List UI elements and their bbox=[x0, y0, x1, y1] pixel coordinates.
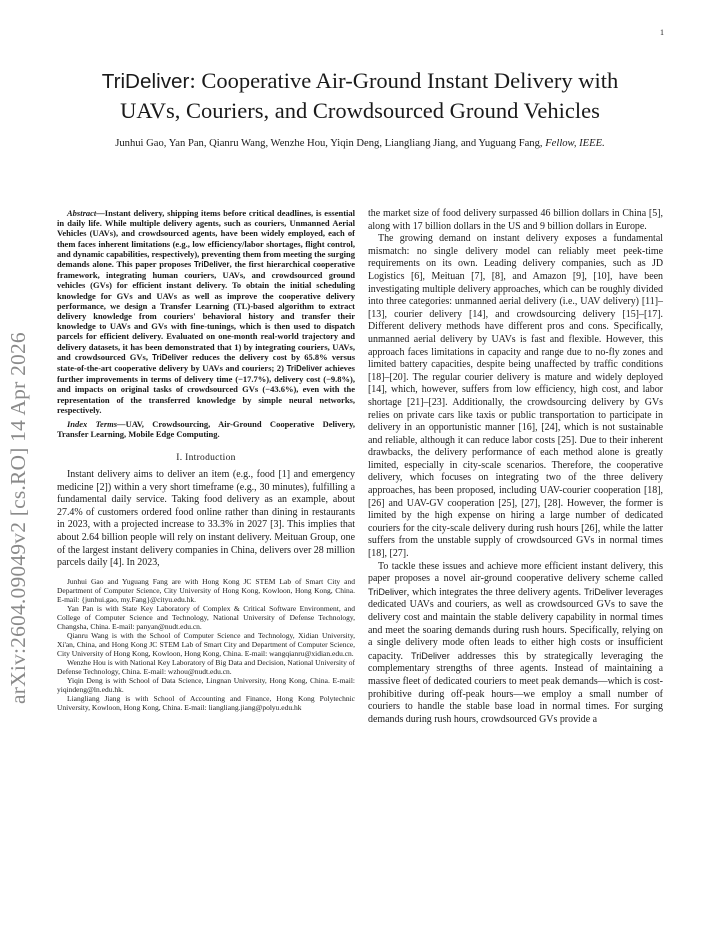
body-paragraph: The growing demand on instant delivery exposes a fundamental mismatch: no single delivery model can reliably meet peek-time requirements on its own. Leading delivery companies, such as JD Logistics [6], Meituan [7], [8], and Amazon [9], [10], have been investigating multiple delivery approaches, which can be roughly divided into three categories: unmanned aerial delivery (i.e., UAV delivery) [11]–[13], courier delivery [14], and crowdsourcing delivery [15]–[17]. Different delivery methods have different pros and cons. Specifically, unmanned aerial delivery by UAVs is fast and flexible. However, this approach faces limitations in capacity and range due to no-fly zones and limited battery capacities, despite being unaffected by traffic conditions [18]–[20]. The regular courier delivery is mature and widely deployed [14], which, however, suffers from low efficiency, high cost, and labor shortage [21]–[23]. Additionally, the crowdsourcing delivery by GVs relies on private cars like taxis or public transportation to participate in delivery in an opportunistic manner [16], [24], which is not sustainable and reliable, although it can reduce labor costs [25]. Due to their inherent drawbacks, the delivery performance of each method alone is greatly limited, especially in city-scale scenarios. Therefore, the cooperative delivery, which focuses on integrating two of the three delivery approaches, has been proposed, including UAV-courier cooperation [18], [26] and UAV-GV cooperation [25], [27], [28]. However, the former is limited by the high expense on hiring a large number of dedicated couriers for the city-scale delivery during rush hours [26], while the latter suffers from the unstable supply of crowdsourced GVs in normal times [18], [27]. bbox=[368, 233, 663, 560]
footnote-affiliation: Yan Pan is with State Key Laboratory of Complex & Critical Software Environment, and College of Computer Science and Technology, National University of Defense Technology, Changsha, China. E-mail: panyan@nudt.edu.cn. bbox=[57, 603, 355, 631]
author-affiliation-footnotes bbox=[57, 577, 355, 712]
section-heading-introduction: I. Introduction bbox=[176, 453, 236, 464]
paper-title bbox=[70, 66, 650, 125]
footnote-affiliation: Yiqin Deng is with School of Data Science, Lingnan University, Hong Kong, China. E-mail: yiqindeng@ln.edu.hk. bbox=[57, 675, 355, 694]
body-text: , which integrates the three delivery agents. bbox=[406, 586, 584, 598]
page-number: 1 bbox=[660, 28, 664, 37]
system-name: TriDeliver bbox=[583, 586, 623, 597]
footnote-affiliation: Wenzhe Hou is with National Key Laboratory of Big Data and Decision, National University of Defense Technology, China. E-mail: wzhou@nudt.edu.cn. bbox=[57, 657, 355, 676]
abstract-text-2: , the first hierarchical cooperative framework, integrating human couriers, UAVs, and crowdsourced ground vehicles (GVs) for efficient instant delivery. To obtain the initial scheduling knowledge for GVs and UAVs as well as improve the cooperative delivery performance, we design a Transfer Learning (TL)-based algorithm to extract delivery knowledge from couriers' behavioral history and transfer their knowledge to UAVs and GVs with fine-tunings, which is then used to dispatch parcels for efficient delivery. Evaluated on one-month real-world trajectory and delivery datasets, it has been demonstrated that 1) by integrating couriers, UAVs, and crowdsourced GVs, bbox=[57, 259, 355, 362]
abstract-text-4: achieves further improvements in terms of delivery time (−17.7%), delivery cost (−9.8%), and impacts on original tasks of crowdsourced GVs (−43.6%), even with the representation of the transferred knowledge by simple neural networks, respectively. bbox=[57, 363, 355, 415]
abstract-system-name-1: TriDeliver bbox=[193, 260, 230, 270]
author-names: Junhui Gao, Yan Pan, Qianru Wang, Wenzhe Hou, Yiqin Deng, Liangliang Jiang, and Yuguang Fang, bbox=[115, 138, 543, 149]
abstract-system-name-2: TriDeliver bbox=[152, 352, 188, 362]
body-paragraph bbox=[368, 561, 663, 727]
abstract bbox=[57, 208, 355, 415]
intro-paragraph-1: Instant delivery aims to deliver an item (e.g., food [1] and emergency medicine [2]) within a very short timeframe (e.g., 30 minutes), fulfilling a fundamental daily service. Taking food delivery as an example, about 27.4% of customers ordered food online rather than dining in restaurants in 2023, with a projected increase to 33.3% in 2027 [3]. This implies that about 2.64 billion people will rely on instant delivery. Meituan Group, one of the largest instant delivery companies in China, delivers over 28 million parcels daily [4]. In 2023, bbox=[57, 469, 355, 569]
index-terms-text: UAV, Crowdsourcing, Air-Ground Cooperative Delivery, Transfer Learning, Mobile Edge Computing. bbox=[57, 419, 355, 440]
abstract-system-name-3: TriDeliver bbox=[286, 364, 323, 374]
author-list bbox=[90, 137, 630, 150]
body-text: addresses this by strategically leveraging the complementary strengths of three agents. Instead of maintaining a massive fleet of dedicated couriers to meet peak demands—which is cost-prohibitive during off-peak hours—we employ a small number of couriers to handle the stable base load in normal times. For surging demands during rush hours, crowdsourced GVs provide a bbox=[368, 650, 663, 725]
body-text: leverages dedicated UAVs and couriers, as well as crowdsourced GVs to save the delivery cost and maintain the stable delivery capability in normal times and meet the soaring demands during rush hours. Specifically, relying on a single delivery mode often leads to either high costs or insufficient capacity. bbox=[368, 586, 663, 662]
title-text: : Cooperative Air-Ground Instant Delivery with UAVs, Couriers, and Crowdsourced Ground Vehicles bbox=[120, 68, 619, 123]
arxiv-identifier-stamp: arXiv:2604.09049v2 [cs.RO] 14 Apr 2026 bbox=[6, 332, 30, 704]
footnote-affiliation: Junhui Gao and Yuguang Fang are with Hong Kong JC STEM Lab of Smart City and Department of Computer Science, City University of Hong Kong, Kowloon, Hong Kong, China. E-mail: {junhui.gao, my.Fang}@cityu.edu.hk. bbox=[57, 576, 355, 604]
index-terms-label: Index Terms— bbox=[67, 419, 126, 430]
abstract-text-1: Instant delivery, shipping items before critical deadlines, is essential in daily life. While multiple delivery agents, such as couriers, Unmanned Aerial Vehicles (UAVs), and crowdsourced agents, have been widely employed, each of them faces inherent limitations (e.g., low efficiency/labor shortages, flight control, and dynamic capabilities, respectively), preventing them from meeting the surging demands alone. This paper proposes bbox=[57, 208, 355, 270]
abstract-label: Abstract— bbox=[67, 208, 105, 218]
footnote-affiliation: Liangliang Jiang is with School of Accounting and Finance, Hong Kong Polytechnic University, Kowloon, Hong Kong, China. E-mail: liangliang.jiang@polyu.edu.hk bbox=[57, 693, 355, 712]
system-name: TriDeliver bbox=[410, 650, 450, 661]
body-text: To tackle these issues and achieve more efficient instant delivery, this paper proposes a novel air-ground cooperative delivery scheme called bbox=[368, 560, 663, 585]
index-terms bbox=[57, 419, 355, 439]
right-column bbox=[368, 208, 663, 726]
title-system-name: TriDeliver bbox=[101, 70, 190, 93]
system-name: TriDeliver bbox=[368, 586, 407, 597]
left-column bbox=[57, 208, 355, 712]
abstract-text-3: reduces the delivery cost by 65.8% versus state-of-the-art cooperative delivery by UAVs and couriers; 2) bbox=[57, 351, 356, 374]
footnote-affiliation: Qianru Wang is with the School of Computer Science and Technology, Xidian University, Xi'an, China, and Hong Kong JC STEM Lab of Smart City and Department of Computer Science, City University of Hong Kong, Kowloon, Hong Kong, China. E-mail: wangqianru@xidian.edu.cn. bbox=[57, 630, 355, 658]
author-fellow-designation: Fellow, IEEE. bbox=[545, 138, 605, 149]
body-paragraph-continued: the market size of food delivery surpassed 46 billion dollars in China [5], along with 17 billion dollars in the US and 9 billion dollars in Europe. bbox=[368, 208, 663, 232]
